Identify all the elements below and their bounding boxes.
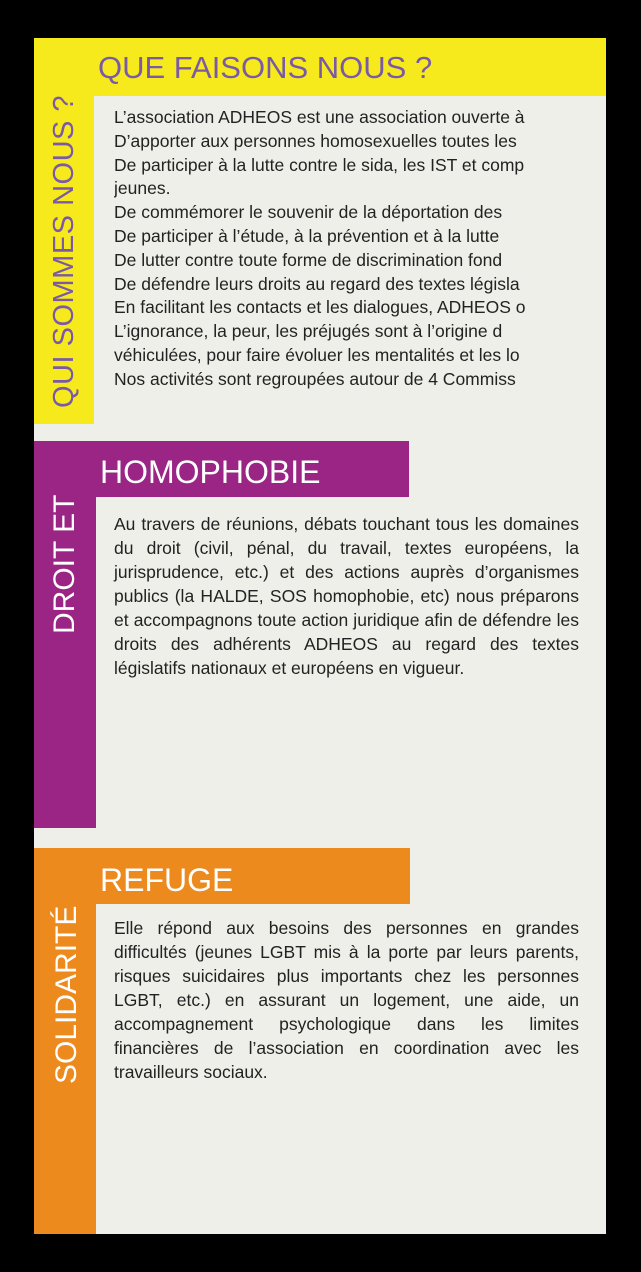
side-label-solidarite: SOLIDARITÉ [50,905,83,1084]
intro-line: L’association ADHEOS est une association ouverte à [114,107,525,127]
droit-paragraph: Au travers de réunions, débats touchant tous les domaines du droit (civil, pénal, du travail, textes européens, la jurisprudence, etc.) et des actions auprès d’organismes publics (la HALDE, SOS homophobie, etc) nous préparons et accompagnons toute action juridique afin de défendre les droits des adhérents ADHEOS au regard des textes législatifs nationaux et européens en vigueur. [114,514,579,678]
intro-line: De participer à l’étude, à la prévention et à la lutte [114,225,500,246]
side-label-qui-sommes-nous: QUI SOMMES NOUS ? [48,94,80,408]
intro-line: De commémorer le souvenir de la déportation des [114,202,503,223]
intro-line: D’apporter aux personnes homosexuelles toutes les [114,130,517,151]
intro-line: L’ignorance, la peur, les préjugés sont à l’origine d [114,321,503,342]
heading-que-faisons-nous: QUE FAISONS NOUS ? [98,50,433,85]
intro-text-block [114,106,606,392]
heading-refuge: REFUGE [100,862,234,898]
intro-line: De défendre leurs droits au regard des textes législa [114,273,520,294]
intro-line: véhiculées, pour faire évoluer les mentalités et les lo [114,344,520,365]
refuge-paragraph: Elle répond aux besoins des personnes en grandes difficultés (jeunes LGBT mis à la porte par leurs parents, risques suicidaires plus importants chez les personnes LGBT, etc.) en assurant un logement, une aide, un accompagnement psychologique dans les limites financières de l’association en coordination avec les travailleurs sociaux. [114,918,579,1082]
intro-line: Nos activités sont regroupées autour de 4 Commiss [114,368,516,389]
side-label-droit-et: DROIT ET [48,494,81,634]
intro-line: En facilitant les contacts et les dialogues, ADHEOS o [114,297,526,318]
heading-homophobie: HOMOPHOBIE [100,454,321,490]
leaflet-panel [34,38,606,1234]
intro-line: De lutter contre toute forme de discrimination fond [114,249,503,270]
intro-line: jeunes. [114,178,171,199]
intro-line: De participer à la lutte contre le sida, les IST et comp [114,154,525,175]
